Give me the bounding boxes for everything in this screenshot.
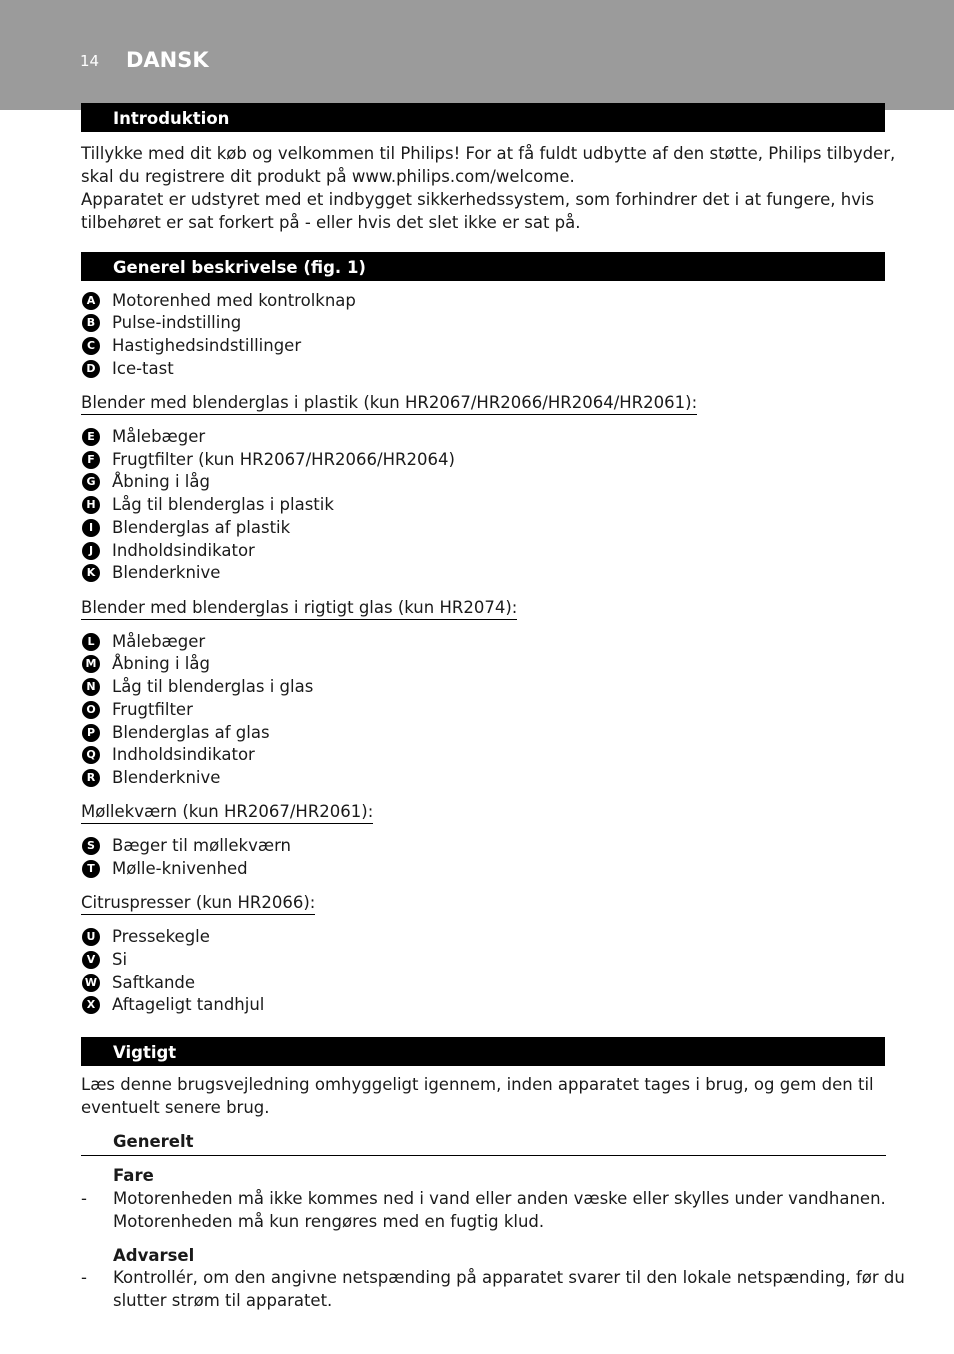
list-item-text: Målebæger: [112, 632, 206, 651]
list-item-text: Mølle-knivenhed: [112, 859, 248, 878]
warning-heading: Advarsel: [113, 1246, 195, 1265]
letter-badge: W: [82, 974, 100, 992]
letter-badge: B: [82, 314, 100, 332]
letter-badge: C: [82, 337, 100, 355]
letter-badge: T: [82, 860, 100, 878]
intro-line: tilbehøret er sat forkert på - eller hvis det slet ikke er sat på.: [81, 213, 581, 232]
list-item-text: Åbning i låg: [112, 472, 210, 491]
letter-badge: L: [82, 633, 100, 651]
letter-badge: Q: [82, 746, 100, 764]
list-item-text: Åbning i låg: [112, 654, 210, 673]
section-bar-introduction: Introduktion: [81, 103, 885, 132]
important-paragraph: [81, 1073, 891, 1119]
letter-badge: E: [82, 428, 100, 446]
list-item-text: Frugtfilter: [112, 700, 193, 719]
letter-badge: D: [82, 360, 100, 378]
mill-heading: Møllekværn (kun HR2067/HR2061):: [81, 800, 373, 824]
list-item-text: Blenderglas af plastik: [112, 518, 291, 537]
citrus-press-heading: Citruspresser (kun HR2066):: [81, 891, 315, 915]
intro-line: Tillykke med dit køb og velkommen til Philips! For at få fuldt udbytte af den støtte, Philips tilbyder,: [81, 144, 896, 163]
danger-line: Motorenheden må kun rengøres med en fugtig klud.: [113, 1212, 545, 1231]
glass-blender-heading: Blender med blenderglas i rigtigt glas (kun HR2074):: [81, 596, 517, 620]
list-item-text: Si: [112, 950, 128, 969]
list-item-text: Blenderglas af glas: [112, 723, 270, 742]
section-bar-important: Vigtigt: [81, 1037, 885, 1066]
list-item-text: Aftageligt tandhjul: [112, 995, 265, 1014]
letter-badge: N: [82, 678, 100, 696]
letter-badge: G: [82, 473, 100, 491]
intro-paragraph: [81, 142, 896, 234]
list-item-text: Låg til blenderglas i plastik: [112, 495, 334, 514]
important-line: eventuelt senere brug.: [81, 1098, 270, 1117]
list-item-text: Pressekegle: [112, 927, 210, 946]
list-item-text: Ice-tast: [112, 359, 174, 378]
letter-badge: J: [82, 542, 100, 560]
language-title: DANSK: [126, 48, 209, 72]
letter-badge: R: [82, 769, 100, 787]
letter-badge: H: [82, 496, 100, 514]
list-item-text: Motorenhed med kontrolknap: [112, 291, 356, 310]
important-line: Læs denne brugsvejledning omhyggeligt igennem, inden apparatet tages i brug, og gem den til: [81, 1075, 874, 1094]
divider-rule: [81, 1155, 886, 1156]
warning-line: Kontrollér, om den angivne netspænding på apparatet svarer til den lokale netspænding, før du: [113, 1268, 905, 1287]
list-item-text: Blenderknive: [112, 768, 221, 787]
letter-badge: A: [82, 292, 100, 310]
list-item-text: Indholdsindikator: [112, 541, 255, 560]
plastic-blender-heading: Blender med blenderglas i plastik (kun HR2067/HR2066/HR2064/HR2061):: [81, 391, 697, 415]
warning-text: [113, 1266, 905, 1312]
intro-line: skal du registrere dit produkt på www.philips.com/welcome.: [81, 167, 575, 186]
letter-badge: M: [82, 655, 100, 673]
list-item-text: Bæger til møllekværn: [112, 836, 292, 855]
letter-badge: U: [82, 928, 100, 946]
letter-badge: X: [82, 996, 100, 1014]
list-item-text: Målebæger: [112, 427, 206, 446]
list-item-text: Indholdsindikator: [112, 745, 255, 764]
intro-line: Apparatet er udstyret med et indbygget sikkerhedssystem, som forhindrer det i at fungere, hvis: [81, 190, 875, 209]
general-subheading: Generelt: [113, 1132, 194, 1151]
danger-line: Motorenheden må ikke kommes ned i vand eller anden væske eller skylles under vandhanen.: [113, 1189, 886, 1208]
letter-badge: O: [82, 701, 100, 719]
warning-line: slutter strøm til apparatet.: [113, 1291, 333, 1310]
list-item-text: Frugtfilter (kun HR2067/HR2066/HR2064): [112, 450, 455, 469]
section-bar-general-description: Generel beskrivelse (fig. 1): [81, 252, 885, 281]
list-item-text: Hastighedsindstillinger: [112, 336, 302, 355]
list-item-text: Saftkande: [112, 973, 196, 992]
list-item-text: Låg til blenderglas i glas: [112, 677, 314, 696]
list-item-text: Pulse-indstilling: [112, 313, 242, 332]
bullet-dash: -: [81, 1268, 87, 1287]
danger-text: [113, 1187, 893, 1233]
list-item-text: Blenderknive: [112, 563, 221, 582]
letter-badge: F: [82, 451, 100, 469]
letter-badge: V: [82, 951, 100, 969]
danger-heading: Fare: [113, 1166, 154, 1185]
letter-badge: K: [82, 564, 100, 582]
letter-badge: I: [82, 519, 100, 537]
letter-badge: S: [82, 837, 100, 855]
page-number: 14: [80, 52, 100, 70]
letter-badge: P: [82, 724, 100, 742]
bullet-dash: -: [81, 1189, 87, 1208]
